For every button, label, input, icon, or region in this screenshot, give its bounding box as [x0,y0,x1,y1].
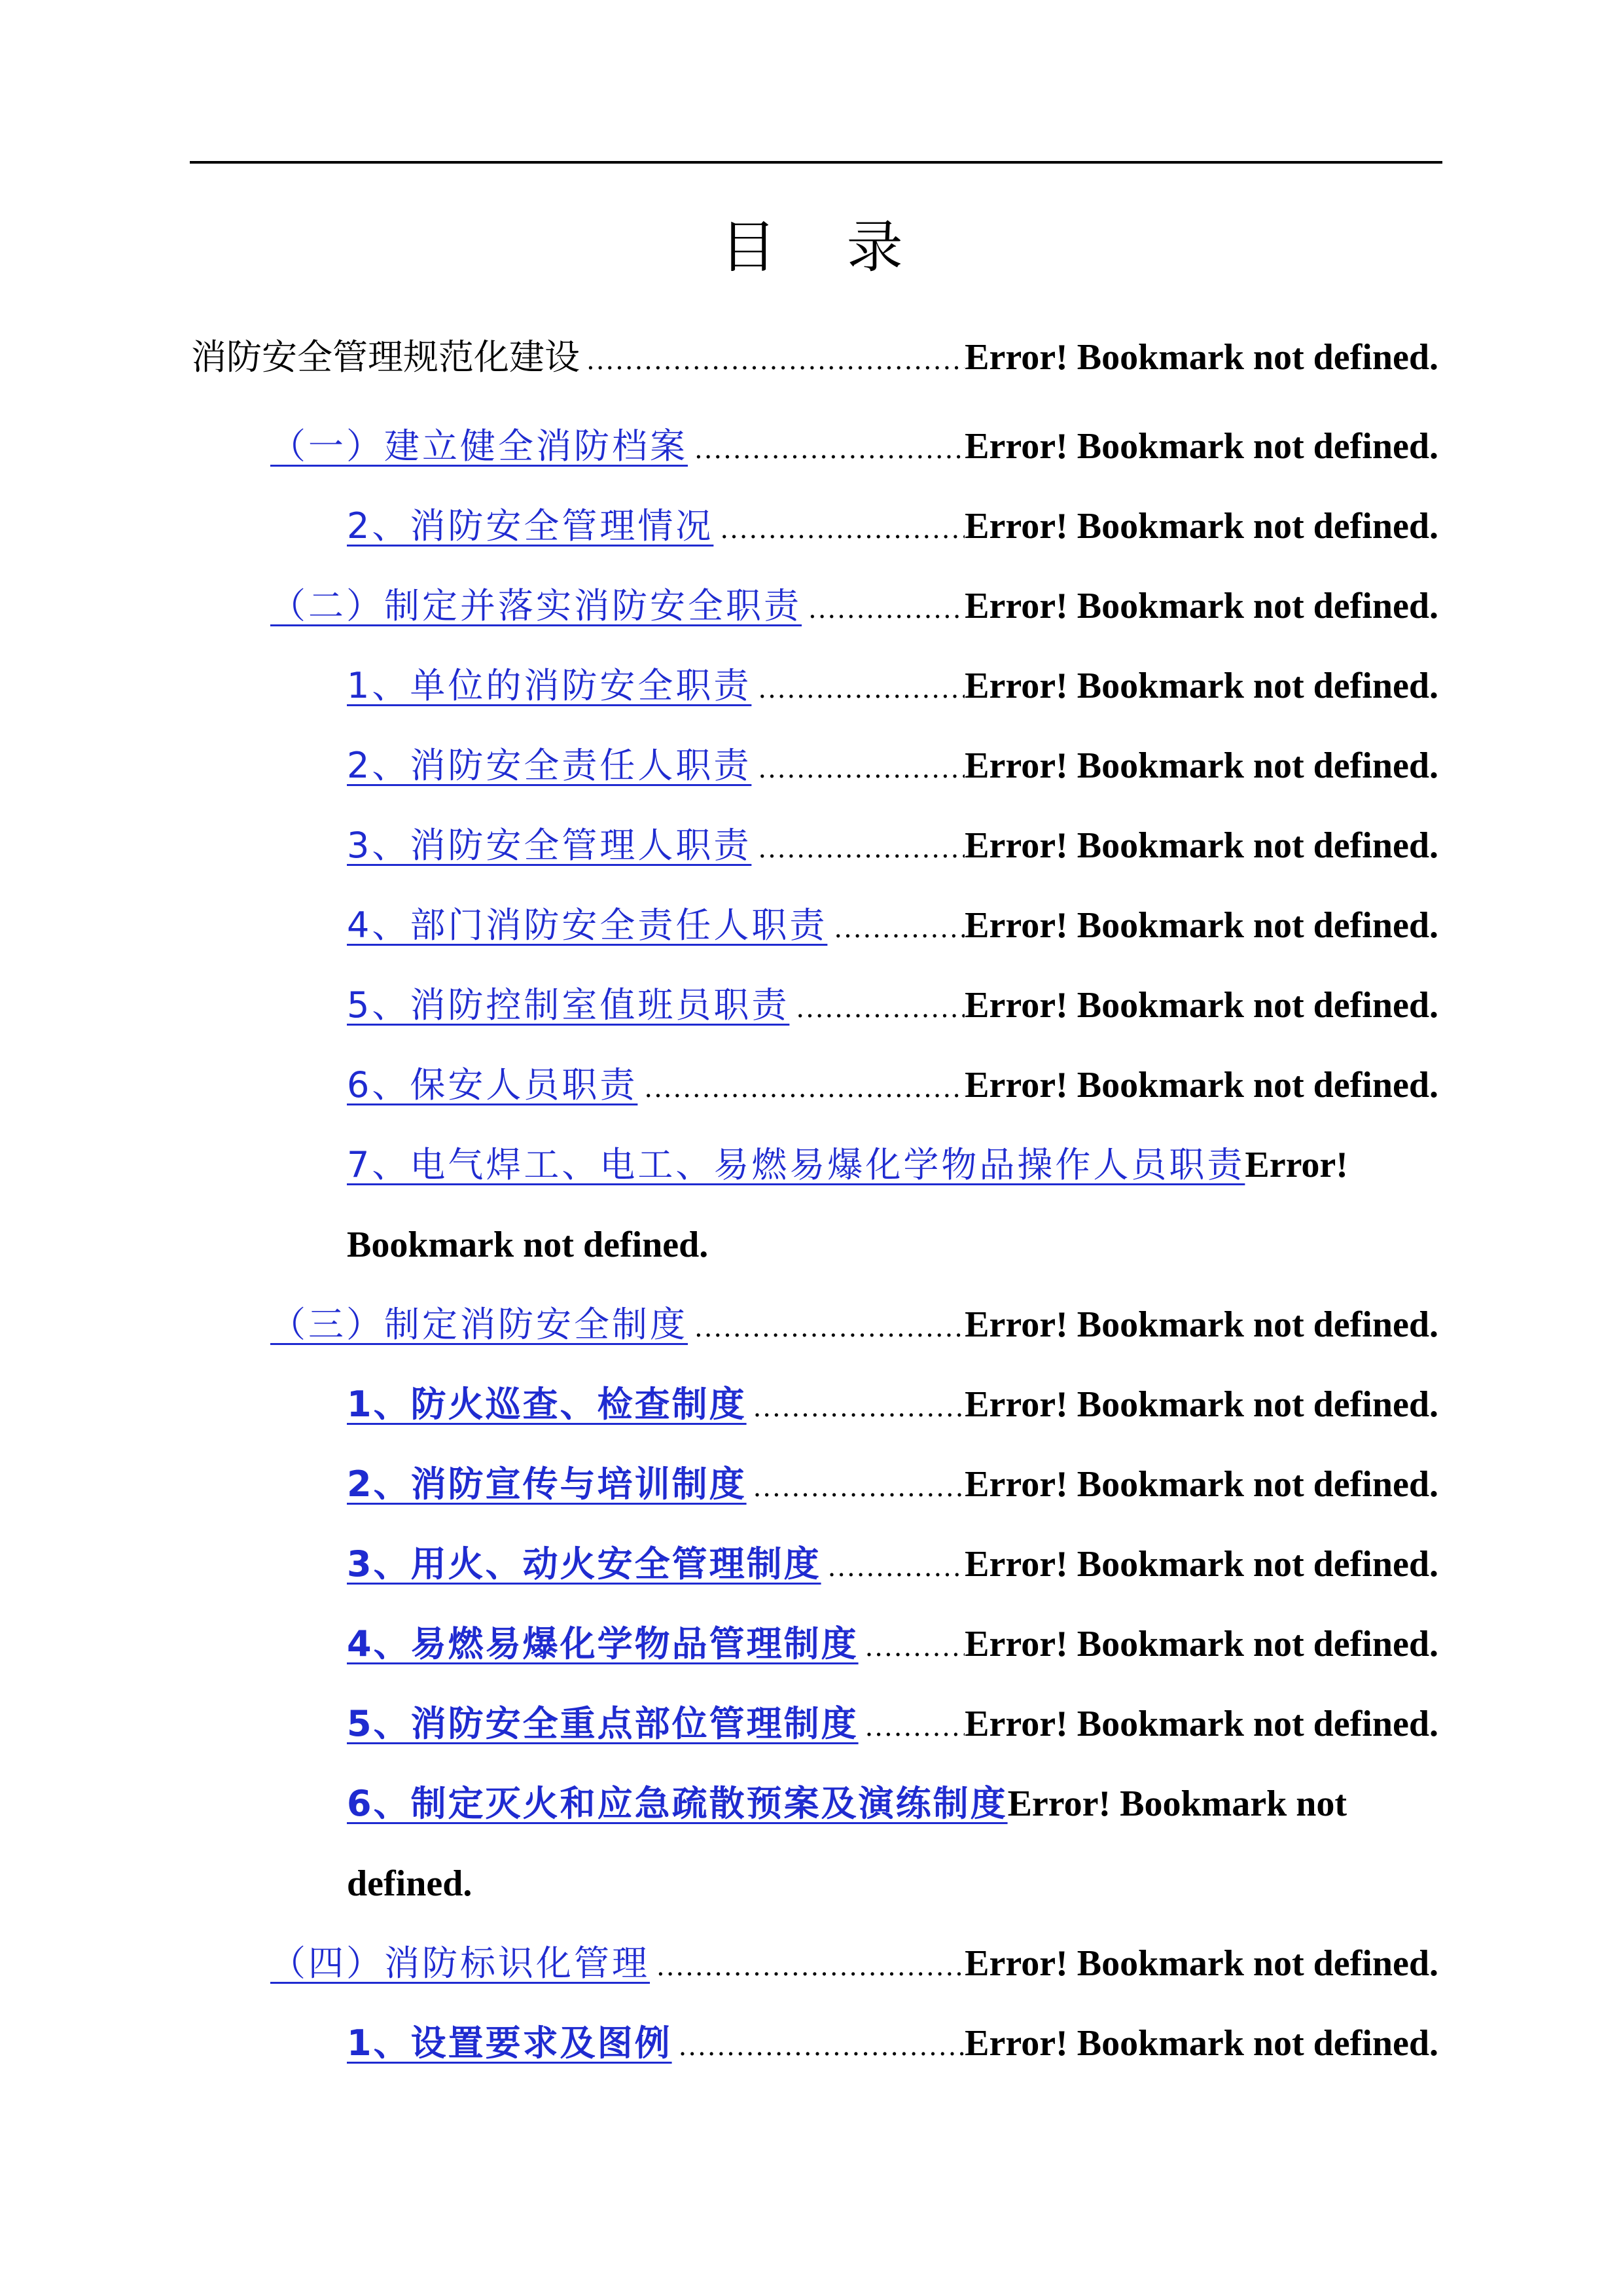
toc-entry[interactable] [270,1292,1438,1357]
toc-entry-page: Error! Bookmark not defined. [965,1065,1438,1105]
toc-entry-label: 消防安全管理规范化建设 [191,336,580,378]
dot-leader [753,1375,965,1441]
dot-leader [644,1056,965,1121]
toc-entry-page-continued: defined. [347,1863,473,1904]
page-title: 目 录 [720,215,929,280]
toc-entry-page: Error! Bookmark not defined. [965,506,1438,547]
toc-entry-page: Error! Bookmark not defined. [965,1624,1438,1664]
toc-entry[interactable] [347,653,1438,719]
toc-entry[interactable] [270,573,1438,639]
toc-entry-link[interactable]: （四）消防标识化管理 [270,1943,650,1984]
dot-leader [796,976,965,1041]
toc-entry[interactable] [347,2011,1438,2076]
toc-entry-link[interactable]: 2、消防宣传与培训制度 [347,1463,747,1505]
toc-entry-link[interactable]: 2、消防安全管理情况 [347,505,714,547]
dot-leader [758,816,965,882]
toc-entry-link[interactable]: （一）建立健全消防档案 [270,425,688,467]
toc-entry[interactable] [347,1611,1438,1677]
toc-entry-link[interactable]: 5、消防控制室值班员职责 [347,984,790,1026]
toc-entry[interactable] [347,1452,1438,1517]
toc-entry-link[interactable]: 4、易燃易爆化学物品管理制度 [347,1623,859,1664]
toc-entry[interactable] [347,1532,1438,1597]
dot-leader [865,1695,965,1760]
dot-leader [586,328,965,393]
toc-entry-link[interactable]: 6、制定灭火和应急疏散预案及演练制度 [347,1783,1008,1824]
toc-entry-link[interactable]: 6、保安人员职责 [347,1064,638,1105]
dot-leader [694,417,965,482]
toc-entry-link[interactable]: 3、消防安全管理人职责 [347,825,752,866]
dot-leader [834,896,965,961]
toc-entry[interactable] [347,1132,1438,1198]
toc-entry-page: Error! Bookmark not defined. [965,586,1438,626]
dot-leader [808,577,965,642]
toc-entry[interactable] [191,325,1438,390]
dot-leader [758,656,965,722]
toc-entry-link[interactable]: 1、设置要求及图例 [347,2022,672,2064]
toc-entry-page: Error! Bookmark not [1007,1784,1347,1824]
toc-entry-link[interactable]: 5、消防安全重点部位管理制度 [347,1703,859,1744]
toc-entry-page: Error! Bookmark not defined. [965,1384,1438,1425]
dot-leader [865,1615,965,1680]
dot-leader [679,2014,965,2079]
toc-entry-page: Error! Bookmark not defined. [965,1704,1438,1744]
toc-entry-link[interactable]: 1、防火巡查、检查制度 [347,1384,747,1425]
dot-leader [694,1295,965,1361]
toc-entry-page-continued: Bookmark not defined. [347,1225,709,1265]
toc-entry-page: Error! Bookmark not defined. [965,2023,1438,2064]
toc-entry[interactable] [347,1052,1438,1118]
toc-entry-link[interactable]: （三）制定消防安全制度 [270,1304,688,1345]
toc-entry[interactable] [270,1931,1438,1996]
toc-entry-page: Error! Bookmark not defined. [965,905,1438,946]
toc-entry-link[interactable]: 1、单位的消防安全职责 [347,665,752,706]
toc-entry[interactable] [347,493,1438,559]
toc-entry-page: Error! Bookmark not defined. [965,985,1438,1026]
toc-entry[interactable] [347,1372,1438,1437]
toc-entry-page: Error! Bookmark not defined. [965,426,1438,467]
toc-entry-page: Error! Bookmark not defined. [965,337,1438,378]
dot-leader [758,736,965,802]
toc-entry-link[interactable]: （二）制定并落实消防安全职责 [270,585,802,626]
toc-entry-page: Error! Bookmark not defined. [965,666,1438,706]
toc-entry[interactable] [347,1691,1438,1757]
toc-entry-page: Error! Bookmark not defined. [965,745,1438,786]
toc-entry[interactable] [347,973,1438,1038]
toc-entry-page: Error! Bookmark not defined. [965,1544,1438,1585]
toc-entry-page: Error! Bookmark not defined. [965,825,1438,866]
toc-entry-link[interactable]: 2、消防安全责任人职责 [347,745,752,786]
toc-entry[interactable] [347,893,1438,958]
toc-entry-page: Error! Bookmark not defined. [965,1943,1438,1984]
toc-entry[interactable] [347,733,1438,798]
toc-entry[interactable] [347,813,1438,878]
dot-leader [720,497,965,562]
dot-leader [656,1934,965,2000]
toc-entry-link[interactable]: 7、电气焊工、电工、易燃易爆化学物品操作人员职责 [347,1144,1245,1185]
toc-entry-page: Error! Bookmark not defined. [965,1464,1438,1505]
toc-entry-link[interactable]: 4、部门消防安全责任人职责 [347,905,828,946]
dot-leader [828,1535,965,1600]
toc-entry-page: Error! Bookmark not defined. [965,1304,1438,1345]
toc-entry-page: Error! [1245,1145,1348,1185]
toc-entry[interactable] [270,414,1438,479]
dot-leader [753,1455,965,1520]
toc-entry[interactable] [347,1771,1438,1837]
toc-entry-link[interactable]: 3、用火、动火安全管理制度 [347,1543,821,1585]
